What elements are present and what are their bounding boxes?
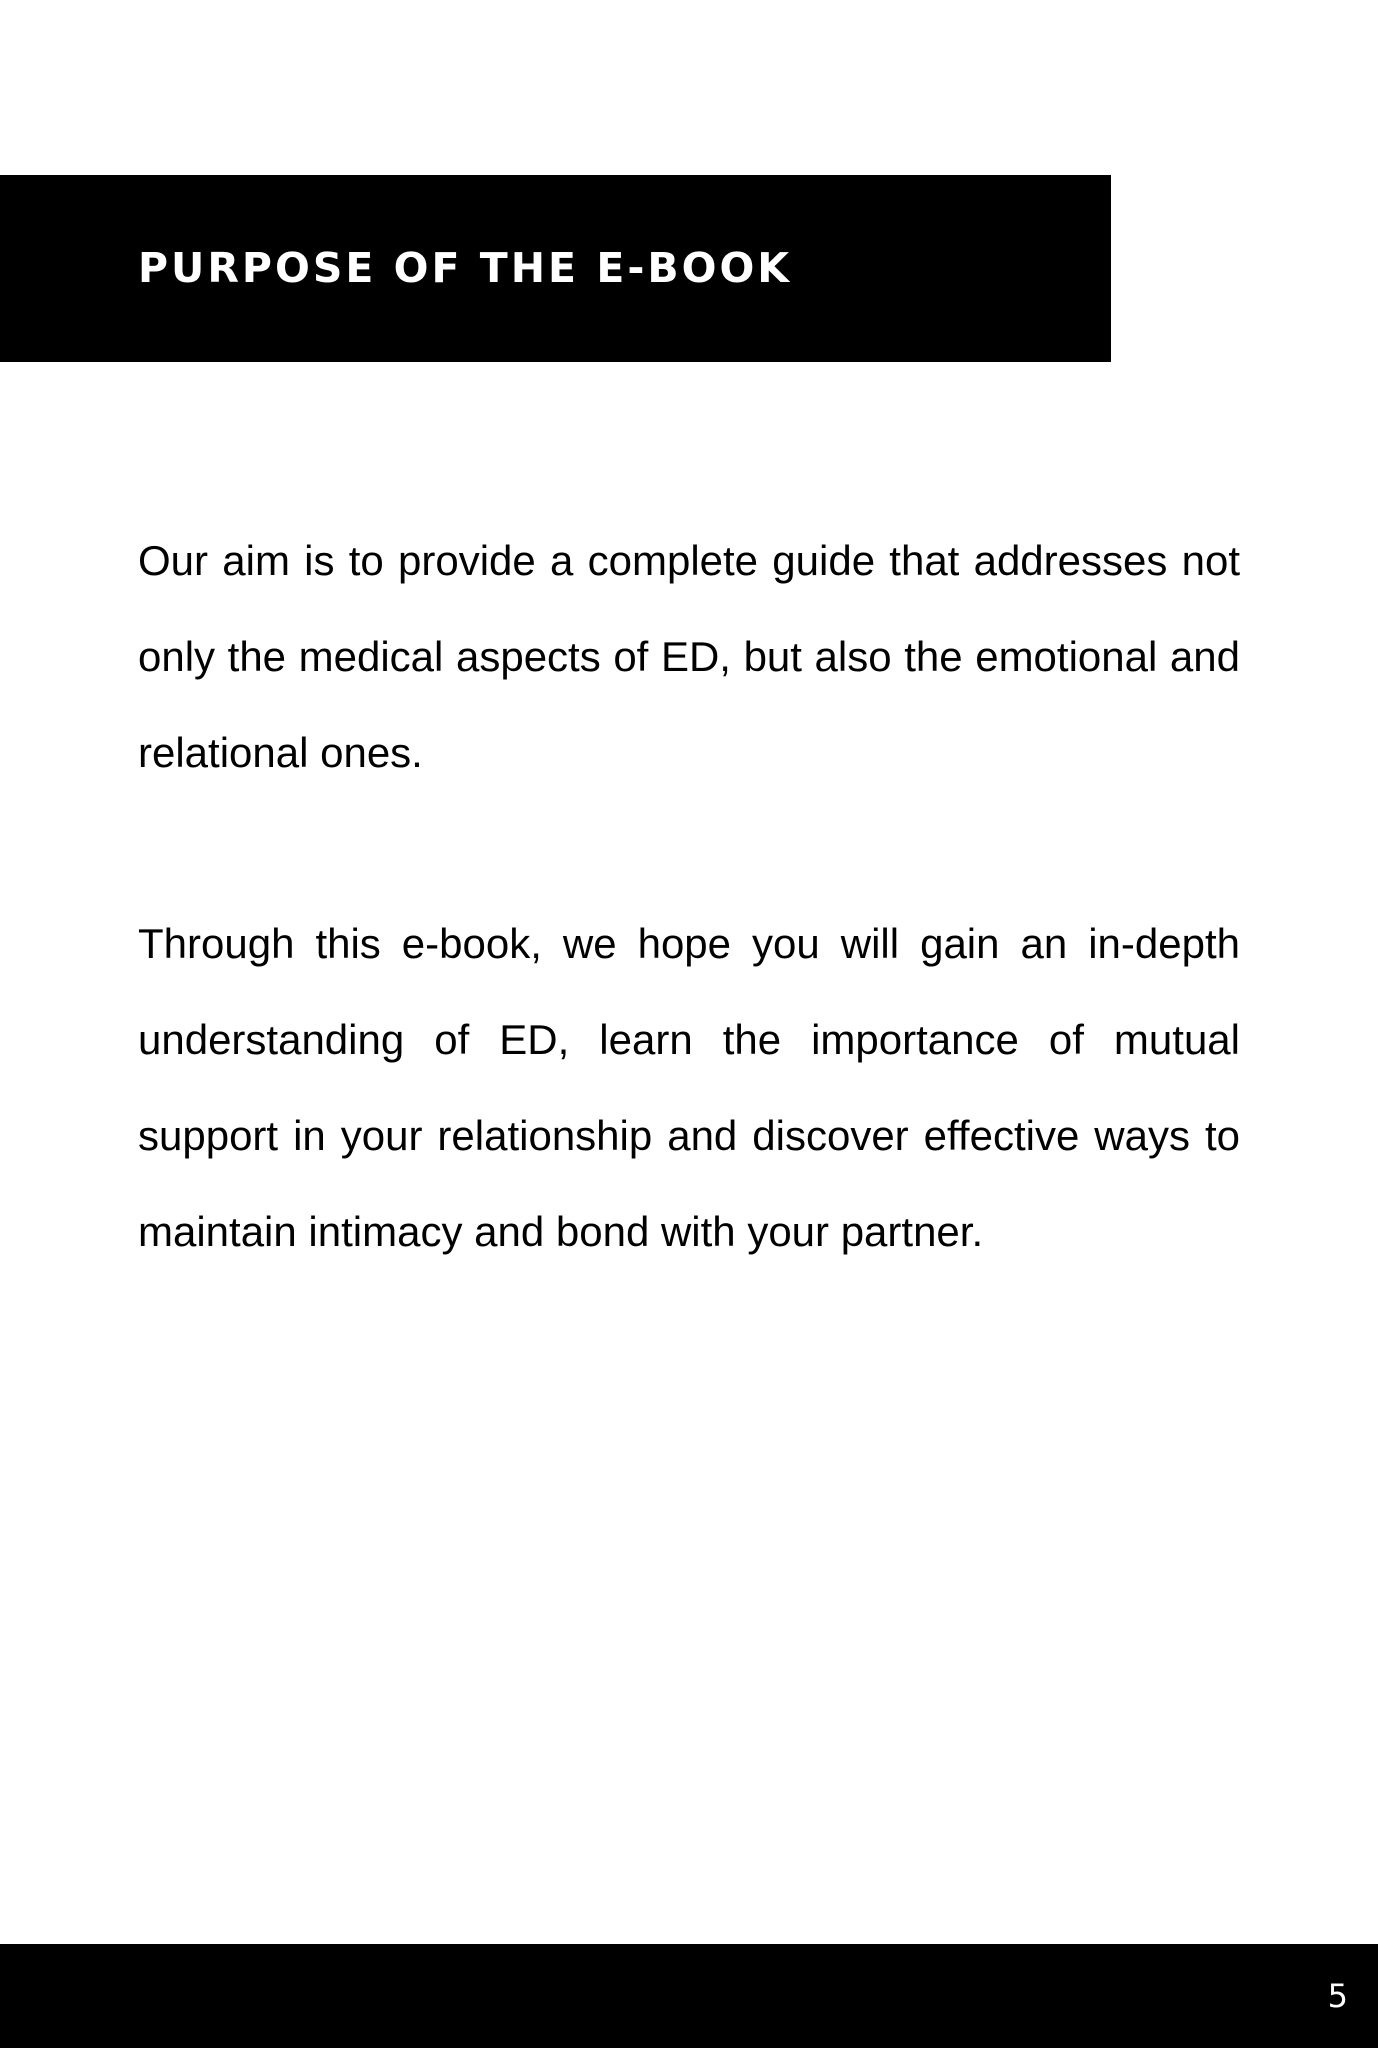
body-paragraph-aim: Our aim is to provide a complete guide that addresses not only the medical aspects of ED, but also the emotional and relational ones. [138,537,1240,776]
page-title: PURPOSE OF THE E-BOOK [138,244,793,292]
title-banner [0,175,1111,362]
page-number: 5 [1327,1977,1348,2015]
footer-bar [0,1944,1378,2048]
body-paragraph-hope: Through this e-book, we hope you will gain an in-depth understanding of ED, learn the importance of mutual support in your relationship and discover effective ways to maintain intimacy and bond with your partner. [138,920,1240,1255]
